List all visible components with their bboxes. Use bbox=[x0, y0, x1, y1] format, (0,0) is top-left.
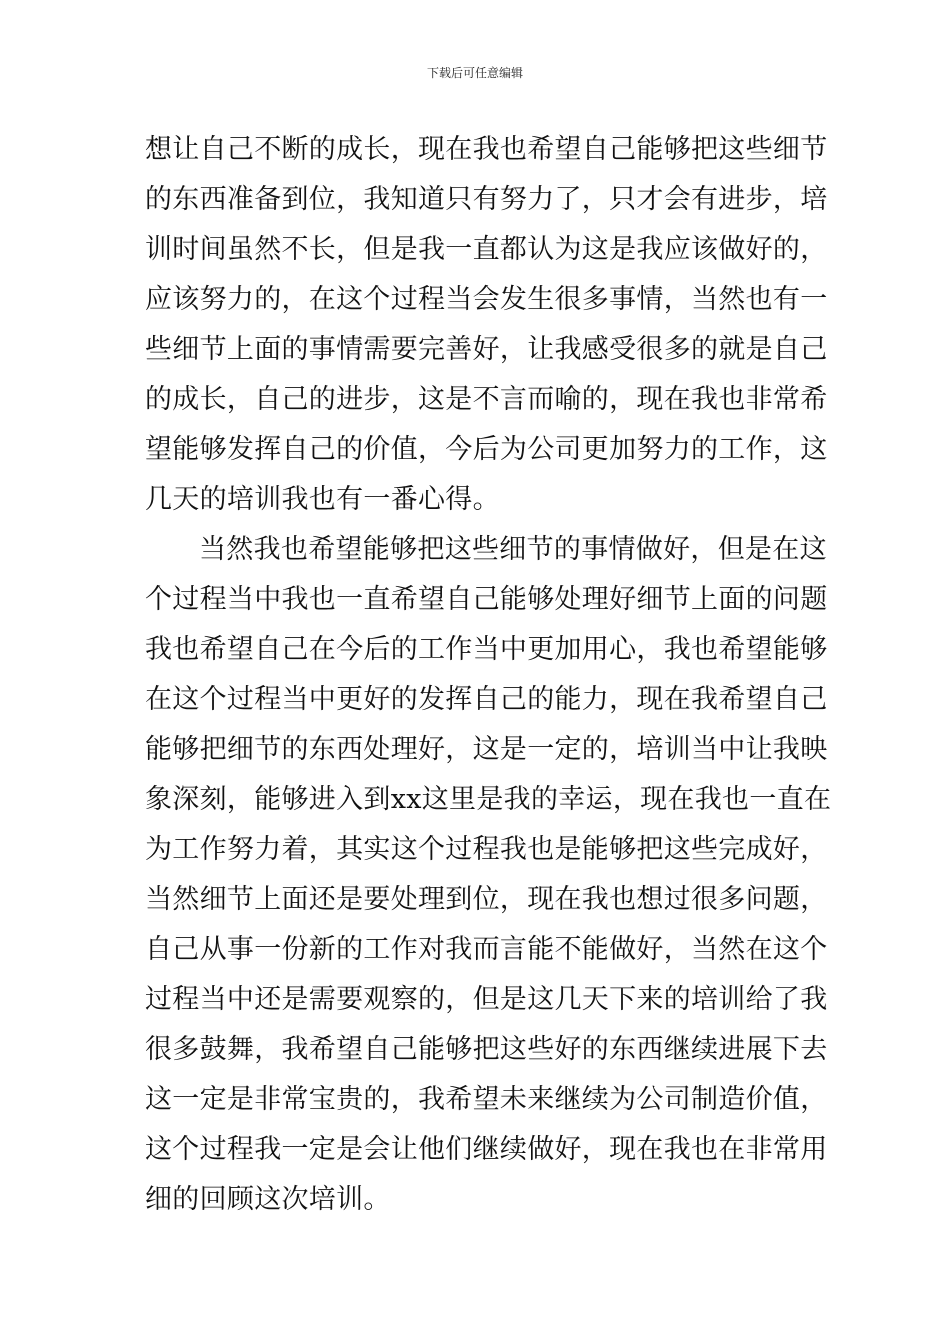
paragraph-2 bbox=[145, 525, 832, 1225]
text-line: 很多鼓舞，我希望自己能够把这些好的东西继续进展下去 bbox=[145, 1034, 828, 1065]
text-line: 为工作努力着，其实这个过程我也是能够把这些完成好， bbox=[145, 834, 828, 865]
text-line: 象深刻，能够进入到xx这里是我的幸运，现在我也一直在 bbox=[145, 784, 832, 815]
text-line: 过程当中还是需要观察的，但是这几天下来的培训给了我 bbox=[145, 984, 828, 1015]
text-line: 我也希望自己在今后的工作当中更加用心，我也希望能够 bbox=[145, 634, 828, 665]
text-line: 当然我也希望能够把这些细节的事情做好，但是在这 bbox=[199, 534, 827, 565]
text-line: 些细节上面的事情需要完善好，让我感受很多的就是自己 bbox=[145, 334, 828, 365]
text-line: 细的回顾这次培训。 bbox=[145, 1184, 391, 1215]
text-line: 这个过程我一定是会让他们继续做好，现在我也在非常用 bbox=[145, 1134, 828, 1165]
text-line: 的成长，自己的进步，这是不言而喻的，现在我也非常希 bbox=[145, 384, 828, 415]
text-line: 应该努力的，在这个过程当会发生很多事情，当然也有一 bbox=[145, 284, 828, 315]
text-line: 望能够发挥自己的价值，今后为公司更加努力的工作，这 bbox=[145, 434, 828, 465]
text-line: 的东西准备到位，我知道只有努力了，只才会有进步，培 bbox=[145, 184, 828, 215]
text-line: 个过程当中我也一直希望自己能够处理好细节上面的问题 bbox=[145, 584, 828, 615]
text-line: 想让自己不断的成长，现在我也希望自己能够把这些细节 bbox=[145, 134, 828, 165]
text-line: 能够把细节的东西处理好，这是一定的，培训当中让我映 bbox=[145, 734, 828, 765]
paragraph-1 bbox=[145, 125, 828, 525]
text-line: 训时间虽然不长，但是我一直都认为这是我应该做好的， bbox=[145, 234, 828, 265]
text-line: 这一定是非常宝贵的，我希望未来继续为公司制造价值， bbox=[145, 1084, 828, 1115]
text-line: 几天的培训我也有一番心得。 bbox=[145, 484, 500, 515]
text-line: 当然细节上面还是要处理到位，现在我也想过很多问题， bbox=[145, 884, 828, 915]
page-header: 下载后可任意编辑 bbox=[426, 66, 523, 80]
text-line: 在这个过程当中更好的发挥自己的能力，现在我希望自己 bbox=[145, 684, 828, 715]
document-body bbox=[145, 125, 832, 1225]
text-line: 自己从事一份新的工作对我而言能不能做好，当然在这个 bbox=[145, 934, 828, 965]
